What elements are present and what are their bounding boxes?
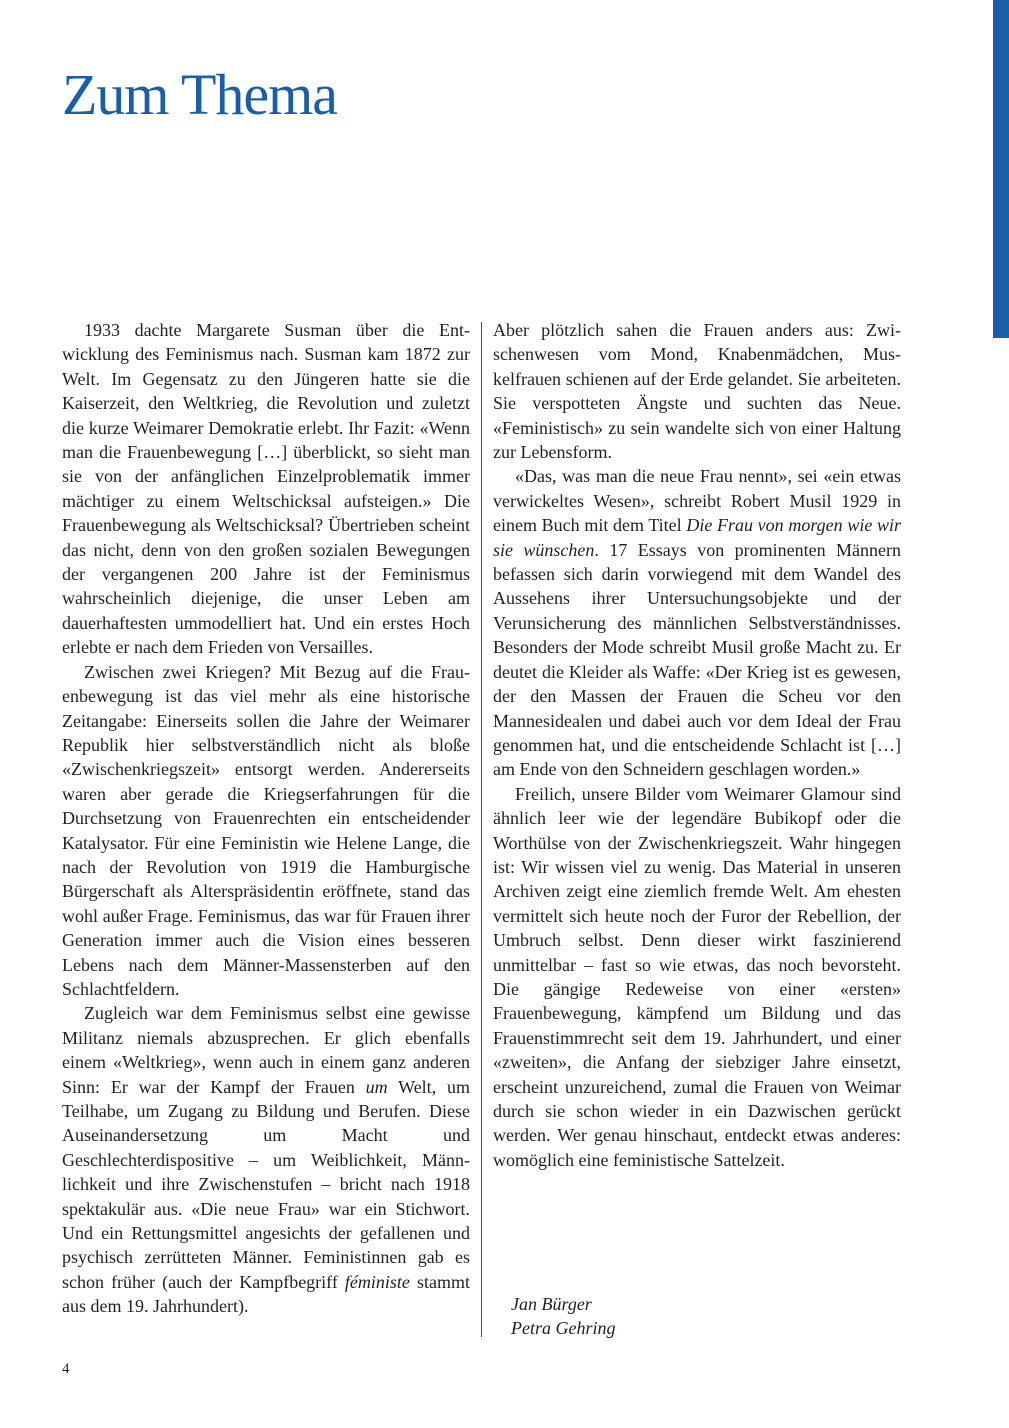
column-divider — [481, 322, 482, 1337]
left-column — [62, 318, 470, 1319]
book-title: Die Frau von morgen wie wir sie wünschen — [493, 515, 901, 560]
text-run: Welt, um Teilhabe, um Zugang zu Bildung und Berufen. Diese Auseinandersetzung um Macht und Geschlechterdispositive – um Weiblichkeit, Männlichkeit und ihre Zwischenstufen – bricht nach 1918 spektakulär aus. «Die neue Frau» war ein Stichwort. Und ein Rettungsmittel angesichts der gefallenen und psychisch zerrütteten Männer. Feministinnen gab es schon früher (auch der Kampfbegriff — [62, 1076, 471, 1292]
text-run: stammt aus dem 19. Jahrhundert). — [62, 1271, 470, 1317]
text-run: «Das, was man die neue Frau nennt», sei «ein etwas verwickeltes Wesen», schreibt Robert Musil 1929 in einem Buch mit dem Titel — [493, 466, 901, 536]
paragraph — [493, 464, 901, 781]
paragraph: Freilich, unsere Bilder vom Weimarer Glamour sind ähnlich leer wie der legendäre Bubikopf oder die Worthülse von der Zwischenkriegszeit. Wahr hingegen ist: Wir wissen viel zu wenig. Das Material in unseren Archiven zeigt eine ziemlich fremde Welt. Am ehesten vermittelt sich heute noch der Furor der Rebellion, der Umbruch selbst. Denn dieser wirkt faszinierend unmittelbar – fast so wie etwas, das noch bevorsteht. Die gängige Redeweise von einer «ersten» Frauenbewegung, kämpfend um Bildung und das Frauenstimmrecht seit dem 19. Jahrhundert, und einer «zweiten», die Anfang der siebziger Jahre einsetzt, erscheint unzureichend, zumal die Frauen von Weimar durch sie schon wieder in ein Dazwischen gerückt werden. Wer genau hinschaut, entdeckt etwas anderes: womöglich eine feministische Sattelzeit. — [493, 783, 901, 1170]
paragraph — [62, 1001, 470, 1318]
page-number: 4 — [62, 1361, 70, 1377]
emphasis: um — [365, 1076, 388, 1097]
paragraph: 1933 dachte Margarete Susman über die Entwicklung des Feminismus nach. Susman kam 1872 zur Welt. Im Gegensatz zu den Jüngeren hatte sie die Kaiserzeit, den Weltkrieg, die Revolution und zuletzt die kurze Weimarer Demokratie erlebt. Ihr Fazit: «Wenn man die Frauenbewegung […] überblickt, so sieht man sie von der anfänglichen Einzelproblematik immer mächtiger zu einem Weltschicksal aufsteigen.» Die Frauenbewegung als Weltschicksal? Übertrieben scheint das nicht, denn von den großen sozialen Bewegungen der vergangenen 200 Jahre ist der Feminismus wahrscheinlich diejenige, die unser Leben am dauerhaftesten ummodelliert hat. Und ein erstes Hoch erlebte er nach dem Frieden von Versailles. — [62, 320, 470, 658]
accent-bar — [993, 0, 1009, 338]
signature — [511, 1292, 615, 1341]
text-run: . 17 Essays von prominenten Männern befassen sich darin vorwiegend mit dem Wandel des Aussehens ihrer Untersuchungsobjekte und der Verunsicherung des männlichen Selbstverständnisses. Besonders der Mode schreibt Musil große Macht zu. Er deutet die Kleider als Waffe: «Der Krieg ist es gewesen, der den Massen der Frauen die Scheu vor den Mannesidealen und dabei auch vor dem Ideal der Frau genommen hat, und die entscheidende Schlacht ist […] am Ende von den Schneidern geschlagen worden.» — [493, 539, 902, 780]
author-name: Petra Gehring — [511, 1318, 616, 1339]
author-name: Jan Bürger — [511, 1294, 592, 1314]
paragraph: Aber plötzlich sahen die Frauen anders aus: Zwischenwesen vom Mond, Knabenmädchen, Muskelfrauen schienen auf der Erde gelandet. Sie arbeiteten. Sie verspotteten Ängste und suchten das Neue. «Feministisch» zu sein wandelte sich von einer Haltung zur Lebensform. — [493, 320, 901, 463]
paragraph: Zwischen zwei Kriegen? Mit Bezug auf die Frauenbewegung ist das viel mehr als eine historische Zeitangabe: Einerseits sollen die Jahre der Weimarer Republik hier selbstverständlich nicht als bloße «Zwischenkriegszeit» entsorgt werden. Andererseits waren aber gerade die Kriegserfahrungen für die Durchsetzung von Frauenrechten ein entscheidender Katalysator. Für eine Feministin wie Helene Lange, die nach der Revolution von 1919 die Hamburgische Bürgerschaft als Alterspräsidentin eröffnete, stand das wohl außer Frage. Feminismus, das war für Frauen ihrer Generation immer auch die Vision eines besseren Lebens nach dem Männer-Massensterben auf den Schlachtfeldern. — [62, 661, 470, 999]
page-title: Zum Thema — [62, 62, 338, 127]
right-column — [493, 318, 901, 1172]
emphasis: féministe — [344, 1271, 410, 1292]
text-run: Zugleich war dem Feminismus selbst eine gewisse Militanz niemals abzusprechen. Er glich ebenfalls einem «Weltkrieg», wenn auch in einem ganz anderen Sinn: Er war der Kampf der Frauen — [62, 1003, 470, 1097]
